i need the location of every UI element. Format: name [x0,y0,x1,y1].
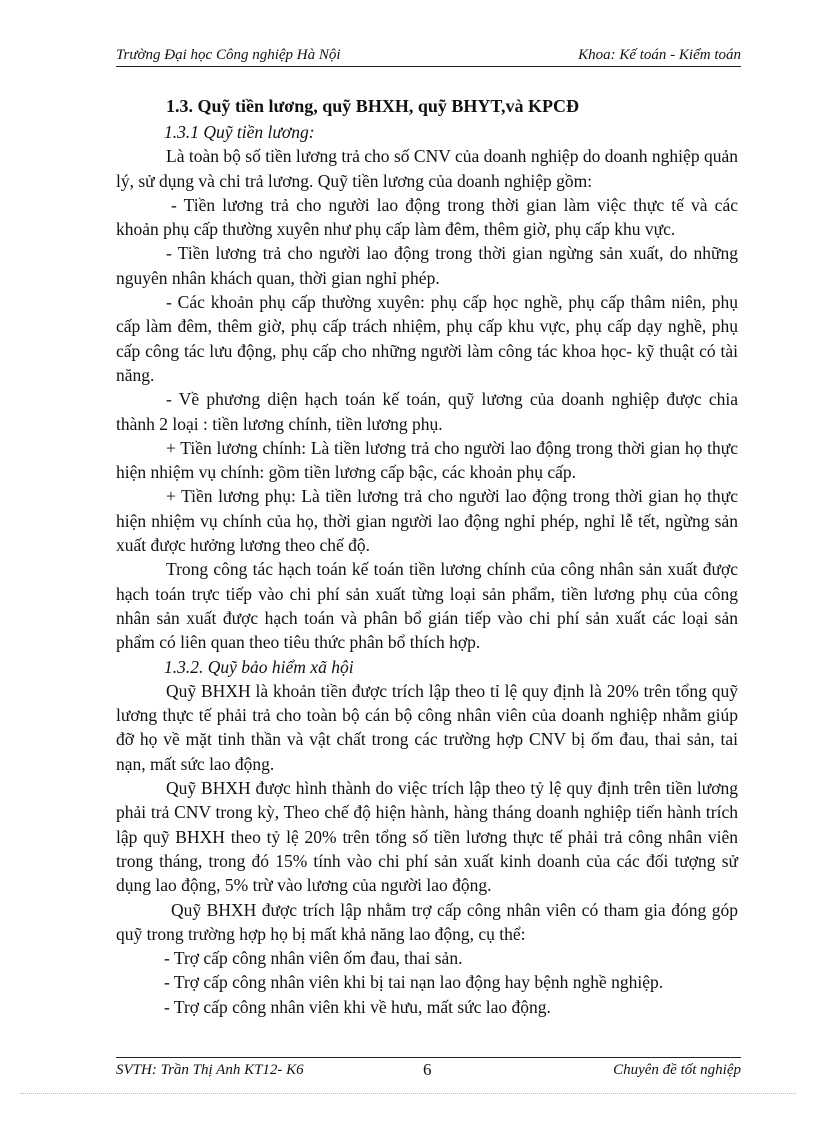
paragraph: Quỹ BHXH là khoản tiền được trích lập theo tỉ lệ quy định là 20% trên tổng quỹ lương thực tế phải trả cho toàn bộ cán bộ công nhân viên của doanh nghiệp nhằm giúp đỡ họ về mặt tinh thần và vật chất trong các trường hợp CNV bị ốm đau, thai sản, tai nạn, mất sức lao động. [116,680,738,774]
paragraph: + Tiền lương chính: Là tiền lương trả cho người lao động trong thời gian họ thực hiện nhiệm vụ chính: gồm tiền lương cấp bậc, các khoản phụ cấp. [116,437,738,483]
paragraph: Quỹ BHXH được trích lập nhằm trợ cấp công nhân viên có tham gia đóng góp quỹ trong trường hợp họ bị mất khả năng lao động, cụ thể: [116,899,738,944]
page-content [116,92,738,1019]
header-department: Khoa: Kế toán - Kiểm toán [578,47,741,63]
list-item: - Trợ cấp công nhân viên khi bị tai nạn lao động hay bệnh nghề nghiệp. [164,972,664,993]
footer-author: SVTH: Trần Thị Anh KT12- K6 [116,1062,304,1078]
footer-doc-type: Chuyên đề tốt nghiệp [613,1062,741,1078]
paragraph: + Tiền lương phụ: Là tiền lương trả cho người lao động trong thời gian họ thực hiện nhiệm vụ chính của họ, thời gian người lao động nghỉ phép, nghỉ lễ tết, ngừng sản xuất được hưởng lương theo chế độ. [116,486,738,556]
paragraph: Quỹ BHXH được hình thành do việc trích lập theo tỷ lệ quy định trên tiền lương phải trả CNV trong kỳ, Theo chế độ hiện hành, hàng tháng doanh nghiệp tiến hành trích lập quỹ BHXH theo tỷ lệ 20% trên tổng số tiền lương thực tế phải trả công nhân viên trong tháng, trong đó 15% tính vào chi phí sản xuất kinh doanh của các đối tượng sử dụng lao động, 5% trừ vào lương của người lao động. [116,778,738,896]
paragraph: Trong công tác hạch toán kế toán tiền lương chính của công nhân sản xuất được hạch toán trực tiếp vào chi phí sản xuất từng loại sản phẩm, tiền lương phụ của công nhân sản xuất được hạch toán và phân bổ gián tiếp vào chi phí sản xuất các loại sản phẩm có liên quan theo tiêu thức phân bổ thích hợp. [116,559,738,653]
paragraph: - Tiền lương trả cho người lao động trong thời gian làm việc thực tế và các khoản phụ cấp thường xuyên như phụ cấp làm đêm, thêm giờ, phụ cấp khu vực. [116,194,738,240]
page-bottom-divider [20,1093,796,1094]
page-header [116,44,741,67]
subsection-title-2: 1.3.2. Quỹ bảo hiểm xã hội [164,656,354,677]
header-school: Trường Đại học Công nghiệp Hà Nội [116,47,341,63]
section-title: 1.3. Quỹ tiền lương, quỹ BHXH, quỹ BHYT,và KPCĐ [166,96,580,116]
list-item: - Trợ cấp công nhân viên khi về hưu, mất sức lao động. [164,996,551,1017]
subsection-title-1: 1.3.1 Quỹ tiền lương: [164,122,315,142]
page-number: 6 [423,1060,432,1079]
paragraph: - Về phương diện hạch toán kế toán, quỹ lương của doanh nghiệp được chia thành 2 loại : tiền lương chính, tiền lương phụ. [116,389,738,434]
list-item: - Trợ cấp công nhân viên ốm đau, thai sản. [164,948,463,969]
paragraph: - Tiền lương trả cho người lao động trong thời gian ngừng sản xuất, do những nguyên nhân khách quan, thời gian nghỉ phép. [116,243,738,288]
paragraph: - Các khoản phụ cấp thường xuyên: phụ cấp học nghề, phụ cấp thâm niên, phụ cấp làm đêm, thêm giờ, phụ cấp trách nhiệm, phụ cấp khu vực, phụ cấp dạy nghề, phụ cấp công tác lưu động, phụ cấp cho những người làm công tác khoa học- kỹ thuật có tài năng. [116,292,738,385]
paragraph: Là toàn bộ số tiền lương trả cho số CNV của doanh nghiệp do doanh nghiệp quản lý, sử dụng và chi trả lương. Quỹ tiền lương của doanh nghiệp gồm: [116,146,738,191]
page-footer [116,1057,741,1078]
